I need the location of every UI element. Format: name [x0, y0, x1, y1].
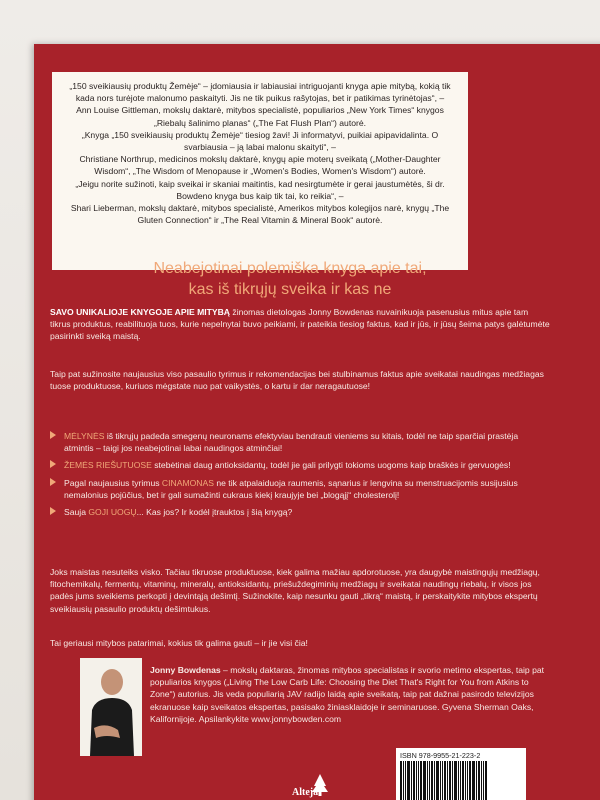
bullet-post: iš tikrųjų padeda smegenų neuronams efektyviau bendrauti vieniems su kitais, todėl ne taip sparčiai prastėja atmintis – taigi jos neabejotinai labai naudingos atminčiai!: [64, 431, 519, 454]
headline-line-2: kas iš tikrųjų sveika ir kas ne: [188, 281, 392, 298]
headline: [30, 258, 550, 300]
author-name: Jonny Bowdenas: [150, 665, 221, 675]
barcode-bar: [434, 761, 435, 800]
barcode-bar: [423, 761, 426, 800]
author-photo: [80, 658, 142, 756]
author-bio: [150, 664, 550, 725]
isbn-number: ISBN 978-9955-21-223-2: [400, 751, 481, 760]
paragraph-2: Taip pat sužinosite naujausius viso pasaulio tyrimus ir rekomendacijas bei stulbinamus faktus apie sveikatai naudingas medžiagas tuose produktuose, kuriuos mėgstate nuo pat vaikystės, o kartu ir dar neragautuose!: [50, 369, 544, 392]
barcode-bar: [407, 761, 410, 800]
barcode-bar: [454, 761, 457, 800]
intro-paragraph: [50, 306, 550, 343]
quote-panel: [52, 72, 468, 270]
bullet-highlight: MĖLYNĖS: [64, 431, 105, 441]
bullet-item: [50, 430, 550, 454]
barcode-bar: [458, 761, 459, 800]
arrow-bullet-icon: [50, 460, 56, 468]
barcode-bar: [420, 761, 422, 800]
barcode-bar: [467, 761, 468, 800]
quote-2-text: „Knyga „150 sveikiausių produktų Žemėje“ tiesiog žavi! Ji informatyvi, puikiai apipavidalinta. O svarbiausia – ją labai malonu skaityti“, –: [81, 129, 439, 153]
intro-lead: SAVO UNIKALIOJE KNYGOJE APIE MITYBĄ: [50, 307, 231, 317]
arrow-bullet-icon: [50, 507, 56, 515]
arrow-bullet-icon: [50, 478, 56, 486]
quote-1-text: „150 sveikiausių produktų Žemėje“ – įdomiausia ir labiausiai intriguojanti knyga apie mitybą, kokią tik kada nors turėjote malonumo paskaityti. Jis ne tik puikus rašytojas, bet ir patikimas tyrinėtojas“, –: [69, 81, 451, 104]
barcode-bar: [440, 761, 441, 800]
barcode-bar: [411, 761, 412, 800]
arrow-bullet-icon: [50, 431, 56, 439]
barcode-bar: [469, 761, 471, 800]
bullet-item: [50, 506, 550, 518]
quote-1-author: Ann Louise Gittleman, mokslų daktarė, mitybos specialistė, populiarios „New York Times“ knygos „Riebalų šalinimo planas“ („The Fat Flush Plan“) autorė.: [76, 105, 444, 128]
intro-text: žinomas dietologas Jonny Bowdenas nuvainikuoja pasenusius mitus apie tam tikrus produktus, reabilituoja tuos, kurie nepelnytai buvo peikiami, ir pateikia tiesiog faktus, kad ir jūs, ir jūsų šeima patys galėtumėte pasirinkti sveiką maistą.: [50, 307, 550, 342]
barcode-bar: [427, 761, 428, 800]
barcode-bar: [447, 761, 448, 800]
barcode-bar: [436, 761, 439, 800]
barcode-bar: [413, 761, 415, 800]
barcode-bar: [429, 761, 430, 800]
barcode-bar: [483, 761, 484, 800]
bullet-list: [50, 430, 550, 523]
quote-3-author: Shari Lieberman, mokslų daktarė, mitybos specialistė, Amerikos mitybos kolegijos narė, knygų „The Gluten Connection“ ir „The Real Vitamin & Mineral Book“ autorė.: [70, 203, 450, 226]
bullet-highlight: CINAMONAS: [161, 477, 214, 488]
publisher-logo-text: Alteja: [292, 787, 319, 798]
bullet-highlight: ŽEMĖS RIEŠUTUOSE: [64, 460, 152, 471]
bullet-post: ... Kas jos? Ir kodėl įtrauktos į šią knygą?: [136, 507, 293, 518]
isbn-barcode-box: [396, 748, 526, 800]
barcode-bar: [472, 761, 475, 800]
author-bio-text: – mokslų daktaras, žinomas mitybos specialistas ir svorio metimo ekspertas, taip pat populiarios knygos („Living The Low Carb Life: Choosing the Diet That's Right for You from Atkins to Zone“) autorius. Jis veda populiarią JAV radijo laidą apie sveikatą, taip pat dažnai pasirodo televizijos ekranuose kaip sveikatos ekspertas, pasisako žiniasklaidoje ir seminaruose. Gyvena Sherman Oaks, Kalifornijoje. Apsilankykite www.jonnybowden.com: [150, 665, 545, 724]
barcode-bar: [460, 761, 461, 800]
barcode-bar: [452, 761, 453, 800]
quote-3-text: „Jeigu norite sužinoti, kaip sveikai ir skaniai maitintis, kad nesirgtumėte ir gerai jaustumėtės, ši dr. Bowdeno knyga bus kaip tik tai, ko reikia“, –: [75, 178, 445, 201]
bullet-pre: Sauja: [64, 507, 89, 518]
barcode-bar: [442, 761, 443, 800]
bullet-item: [50, 477, 550, 501]
quote-2-author: Christiane Northrup, medicinos mokslų daktarė, knygų apie moterų sveikatą („Mother-Daughter Wisdom“, „The Wisdom of Menopause ir „Women's Bodies, Women's Wisdom“) autorė.: [79, 154, 441, 177]
barcode-bar: [400, 761, 402, 800]
bullet-post: ne tik atpalaiduoja raumenis, sąnarius ir lengvina su menstruacijomis susijusius nemalonius pojūčius, bet ir gali sumažinti cukraus kiekį kraujyje bei „blogąjį“ cholesterolį!: [64, 477, 518, 500]
barcode-bar: [418, 761, 419, 800]
barcode-bar: [485, 761, 487, 800]
headline-line-1: Neabejotinai polemiška knyga apie tai,: [153, 260, 427, 277]
barcode-bar: [462, 761, 464, 800]
bullet-highlight: GOJI UOGŲ: [88, 507, 137, 518]
bullet-item: [50, 459, 550, 471]
barcode-bar: [476, 761, 477, 800]
barcode-bar: [431, 761, 433, 800]
barcode-bar: [478, 761, 480, 800]
barcode-bar: [416, 761, 417, 800]
paragraph-3: Joks maistas nesuteiks visko. Tačiau tikruose produktuose, kiek galima mažiau apdorotuose, yra daugybė maistingųjų medžiagų, fitochemikalų, fermentų, vitaminų, mineralų, antioksidantų, priešuždegiminių medžiagų ir sveikatai naudingų riebalų, ir visos jos padės jums sveikiems perkopti į devintąją dešimtį. Sužinokite, kaip nesunku gauti „tikrą“ maistą, ir perskaitykite mitybos ekspertų sveikiausių pasaulio produktų dešimtukus.: [50, 567, 540, 614]
barcode-bar: [444, 761, 446, 800]
barcode-bar: [449, 761, 451, 800]
barcode-bar: [403, 761, 404, 800]
paragraph-4: Tai geriausi mitybos patarimai, kokius tik galima gauti – ir jie visi čia!: [50, 638, 308, 648]
barcode-bar: [465, 761, 466, 800]
barcode-bar: [405, 761, 406, 800]
barcode: [396, 761, 526, 800]
bullet-pre: Pagal naujausius tyrimus: [64, 477, 162, 488]
bullet-post: stebėtinai daug antioksidantų, todėl jie gali prilygti tokioms uogoms kaip braškės ir gervuogės!: [151, 460, 511, 471]
barcode-bar: [481, 761, 482, 800]
